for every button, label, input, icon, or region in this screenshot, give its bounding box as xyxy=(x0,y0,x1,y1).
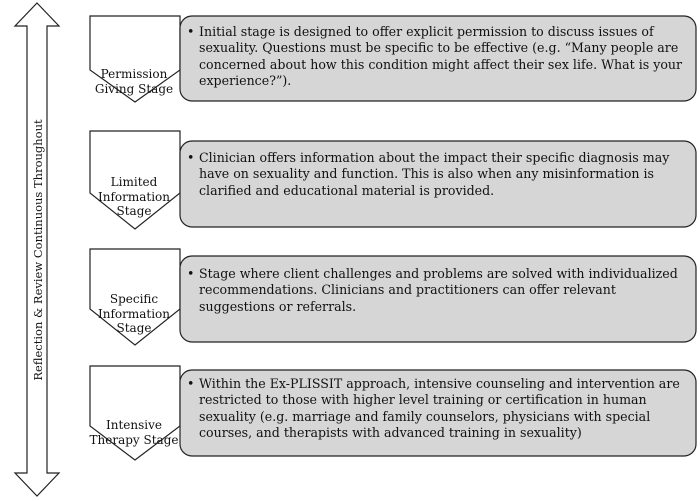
stage-2-description-text: Clinician offers information about the impact their specific diagnosis may have on sexuality and function. This is also when any misinformation is clarified and educational material is provided. xyxy=(199,150,670,198)
stage-2-label-line-2: Information xyxy=(97,189,171,204)
stage-2-description xyxy=(187,150,692,199)
stage-3-label-line-2: Information xyxy=(97,306,171,321)
stage-3-description-text: Stage where client challenges and problems are solved with individualized recommendations. Clinicians and practitioners can offer relevant suggestions or referrals. xyxy=(199,266,678,314)
stage-1-label-line-1: Permission xyxy=(100,67,168,81)
bullet-icon: • xyxy=(187,24,195,39)
bullet-icon: • xyxy=(187,266,195,281)
stage-4-label-line-2: Therapy Stage xyxy=(89,432,179,447)
stage-3-label xyxy=(88,292,180,336)
stage-4-label xyxy=(88,418,180,447)
stage-2-label xyxy=(88,175,180,219)
stage-4-description-text: Within the Ex-PLISSIT approach, intensive counseling and intervention are restricted to those with higher level training or certification in human sexuality (e.g. marriage and family counselors, physicians with special courses, and therapists with advanced training in sexuality) xyxy=(199,376,680,441)
stage-4-label-line-1: Intensive xyxy=(106,418,162,432)
stage-3-label-line-3: Stage xyxy=(116,321,152,335)
stage-2-label-line-3: Stage xyxy=(116,204,152,218)
stage-1-label xyxy=(88,67,180,96)
reflection-review-label: Reflection & Review Continuous Throughout xyxy=(31,119,45,381)
bullet-icon: • xyxy=(187,376,195,391)
stage-4-description xyxy=(187,376,692,442)
stage-1-label-line-2: Giving Stage xyxy=(94,81,174,96)
stage-2-label-line-1: Limited xyxy=(110,175,158,189)
stage-3-label-line-1: Specific xyxy=(109,292,159,306)
stage-3-description xyxy=(187,266,692,315)
bullet-icon: • xyxy=(187,150,195,165)
stage-1-description xyxy=(187,24,692,90)
stage-1-description-text: Initial stage is designed to offer explicit permission to discuss issues of sexuality. Questions must be specific to be effective (e.g. “Many people are concerned about how this condition might affect their sex life. What is your experience?”). xyxy=(199,24,683,89)
